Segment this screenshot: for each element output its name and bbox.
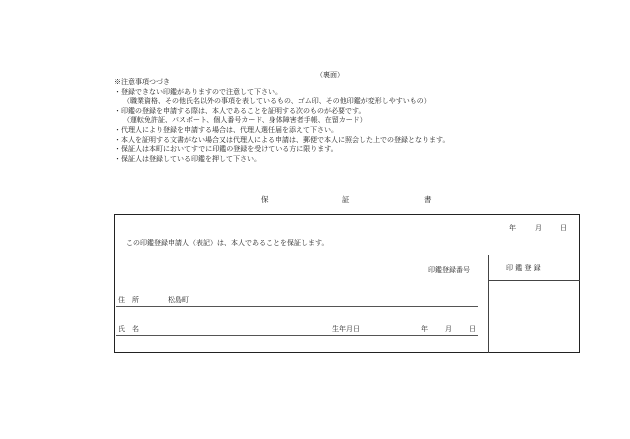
date-month-label: 月 [535,224,542,232]
birth-month-label: 月 [445,325,452,333]
title-char: 保 [261,195,269,204]
name-label: 氏 名 [118,325,139,333]
seal-registration-label: 印 鑑 登 録 [506,264,541,272]
title-char: 書 [424,195,432,204]
birth-day-label: 日 [469,325,476,333]
notes-heading: ※注意事項つづき [114,78,170,86]
guarantee-statement: この印鑑登録申請人（表記）は、本人であることを保証します。 [126,239,329,247]
title-char: 証 [342,195,350,204]
birth-year-label: 年 [421,325,428,333]
seal-header-divider [488,280,580,281]
name-underline [116,335,478,336]
note-line: ・保証人は本町においてすでに印鑑の登録を受けている方に限ります。 [114,145,338,154]
note-line: （職業資格、その他氏名以外の事項を表しているもの、ゴム印、その他印鑑が変形しやすいもの） [123,97,431,106]
address-underline [116,306,478,307]
address-label: 住 所 [118,296,139,304]
seal-number-label: 印鑑登録番号 [428,266,470,274]
note-line: ・登録できない印鑑がありますので注意して下さい。 [114,87,282,96]
note-line: ・印鑑の登録を申請する際は、本人であることを証明する次のものが必要です。 [114,106,366,115]
birthdate-label: 生年月日 [332,325,360,333]
note-line: ・代理人により登録を申請する場合は、代理人選任届を添えて下さい。 [114,125,338,134]
note-line: ・保証人は登録している印鑑を押して下さい。 [114,154,261,163]
notes-section [114,78,449,164]
seal-column-divider [488,255,489,353]
date-day-label: 日 [560,224,567,232]
date-year-label: 年 [509,224,516,232]
note-line: ・本人を証明する文書がない場合又は代理人による申請は、郵便で本人に照会した上での登録となります。 [114,135,450,144]
address-value: 松島町 [168,296,189,304]
note-line: （運転免許証、パスポート、個人番号カード、身体障害者手帳、在留カード） [123,116,367,125]
page-side-label: （裏面） [316,71,344,79]
